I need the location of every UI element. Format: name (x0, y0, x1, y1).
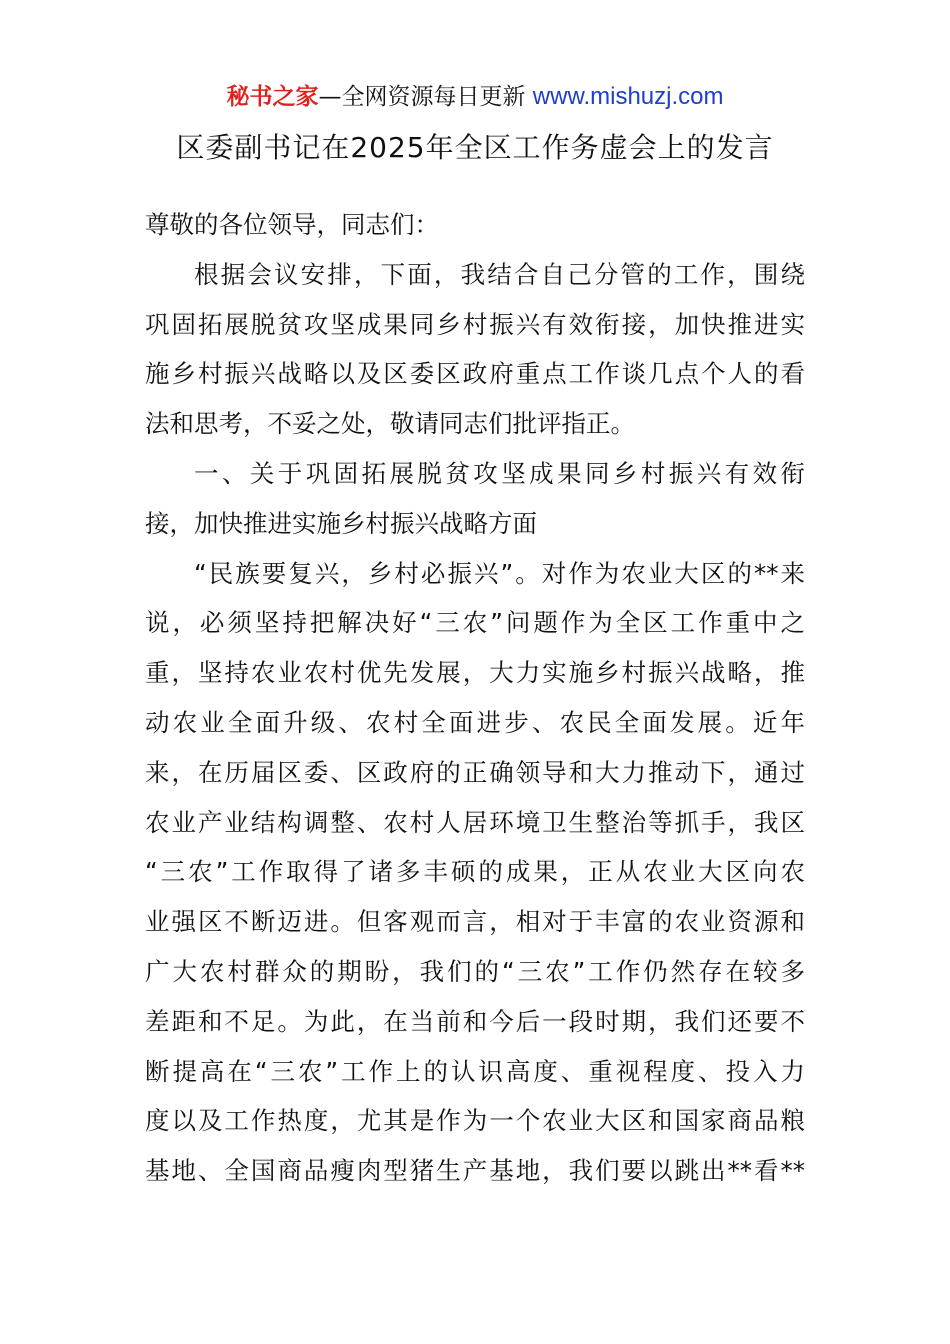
paragraph-line: 度以及工作热度，尤其是作为一个农业大区和国家商品粮 (145, 1106, 805, 1136)
speech-body (145, 200, 805, 1196)
paragraph-line: 断提高在“三农”工作上的认识高度、重视程度、投入力 (145, 1056, 805, 1086)
paragraph-line: 法和思考，不妥之处，敬请同志们批评指正。 (145, 409, 635, 439)
site-brand: 秘书之家 (226, 84, 319, 110)
paragraph-line: 说，必须坚持把解决好“三农”问题作为全区工作重中之 (145, 608, 805, 638)
paragraph-line: “三农”工作取得了诸多丰硕的成果，正从农业大区向农 (145, 857, 805, 887)
paragraph-line: 施乡村振兴战略以及区委区政府重点工作谈几点个人的看 (145, 359, 805, 389)
salutation-line: 尊敬的各位领导，同志们： (145, 210, 439, 239)
paragraph-line: 广大农村群众的期盼，我们的“三农”工作仍然存在较多 (145, 956, 805, 986)
site-tagline: —全网资源每日更新 (318, 84, 526, 110)
site-banner (0, 80, 950, 114)
document-title: 区委副书记在2025年全区工作务虚会上的发言 (176, 131, 774, 164)
paragraph-line: 基地、全国商品瘦肉型猪生产基地，我们要以跳出**看** (145, 1156, 805, 1186)
paragraph-line: 重，坚持农业农村优先发展，大力实施乡村振兴战略，推 (145, 658, 805, 688)
paragraph-line: 来，在历届区委、区政府的正确领导和大力推动下，通过 (145, 757, 805, 787)
section-heading-line: 一、关于巩固拓展脱贫攻坚成果同乡村振兴有效衔 (194, 458, 805, 488)
section-heading-line: 接，加快推进实施乡村振兴战略方面 (145, 508, 537, 538)
paragraph-line: 根据会议安排，下面，我结合自己分管的工作，围绕 (194, 259, 805, 289)
site-url-link[interactable]: www.mishuzj.com (532, 83, 724, 110)
paragraph-line: 巩固拓展脱贫攻坚成果同乡村振兴有效衔接，加快推进实 (145, 309, 805, 339)
paragraph-line: 农业产业结构调整、农村人居环境卫生整治等抓手，我区 (145, 807, 805, 837)
paragraph-line: 动农业全面升级、农村全面进步、农民全面发展。近年 (145, 707, 805, 737)
paragraph-line: 差距和不足。为此，在当前和今后一段时期，我们还要不 (145, 1006, 805, 1036)
paragraph-line: 业强区不断迈进。但客观而言，相对于丰富的农业资源和 (145, 907, 805, 937)
paragraph-line: “民族要复兴，乡村必振兴”。对作为农业大区的**来 (194, 558, 805, 588)
